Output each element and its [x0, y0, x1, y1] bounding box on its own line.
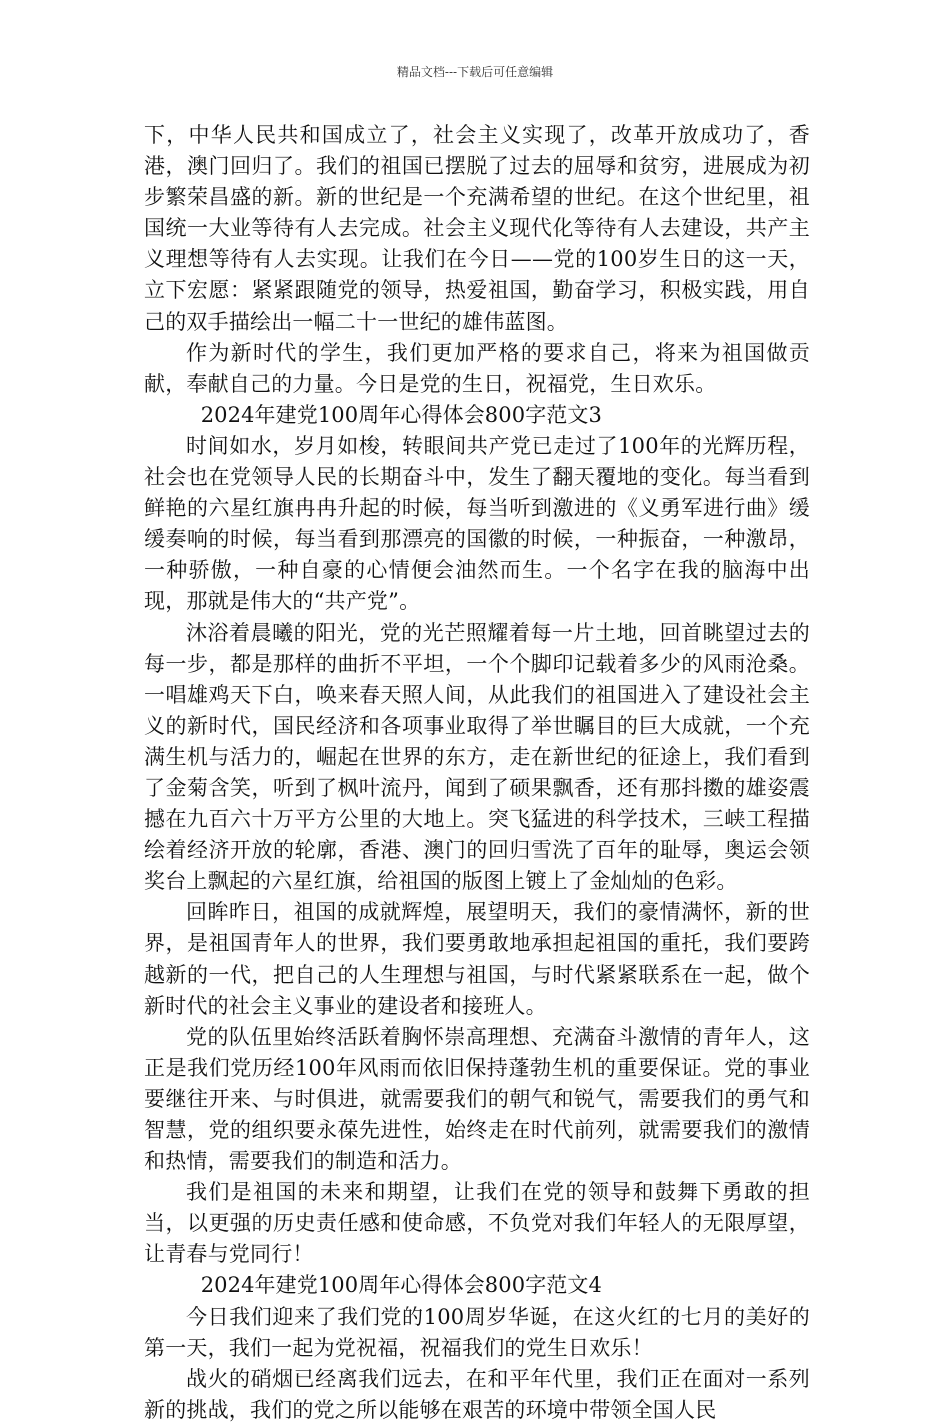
paragraph: 作为新时代的学生，我们更加严格的要求自己，将来为祖国做贡献，奉献自己的力量。今日是党的生日，祝福党，生日欢乐。: [144, 340, 810, 396]
document-body: [144, 120, 810, 1426]
paragraph: 沐浴着晨曦的阳光，党的光芒照耀着每一片土地，回首眺望过去的每一步，都是那样的曲折不平坦，一个个脚印记载着多少的风雨沧桑。一唱雄鸡天下白，唤来春天照人间，从此我们的祖国进入了建设社会主义的新时代，国民经济和各项事业取得了举世瞩目的巨大成就，一个充满生机与活力的，崛起在世界的东方，走在新世纪的征途上，我们看到了金菊含笑，听到了枫叶流丹，闻到了硕果飘香，还有那抖擞的雄姿震撼在九百六十万平方公里的大地上。突飞猛进的科学技术，三峡工程描绘着经济开放的轮廓，香港、澳门的回归雪洗了百年的耻辱，奥运会领奖台上飘起的六星红旗，给祖国的版图上镀上了金灿灿的色彩。: [144, 620, 810, 894]
page-header: 精品文档---下载后可任意编辑: [396, 65, 554, 79]
paragraph: 战火的硝烟已经离我们远去，在和平年代里，我们正在面对一系列新的挑战，我们的党之所以能够在艰苦的环境中带领全国人民: [144, 1366, 810, 1422]
paragraph: 党的队伍里始终活跃着胸怀崇高理想、充满奋斗激情的青年人，这正是我们党历经100年风雨而依旧保持蓬勃生机的重要保证。党的事业要继往开来、与时俱进，就需要我们的朝气和锐气，需要我们的勇气和智慧，党的组织要永葆先进性，始终走在时代前列，就需要我们的激情和热情，需要我们的制造和活力。: [144, 1024, 810, 1174]
paragraph: 回眸昨日，祖国的成就辉煌，展望明天，我们的豪情满怀，新的世界，是祖国青年人的世界，我们要勇敢地承担起祖国的重托，我们要跨越新的一代，把自己的人生理想与祖国，与时代紧紧联系在一起，做个新时代的社会主义事业的建设者和接班人。: [144, 900, 810, 1018]
section-heading: 2024年建党100周年心得体会800字范文4: [200, 1273, 602, 1298]
paragraph: 下，中华人民共和国成立了，社会主义实现了，改革开放成功了，香港，澳门回归了。我们的祖国已摆脱了过去的屈辱和贫穷，进展成为初步繁荣昌盛的新。新的世纪是一个充满希望的世纪。在这个世纪里，祖国统一大业等待有人去完成。社会主义现代化等待有人去建设，共产主义理想等待有人去实现。让我们在今日——党的100岁生日的这一天，立下宏愿：紧紧跟随党的领导，热爱祖国，勤奋学习，积极实践，用自己的双手描绘出一幅二十一世纪的雄伟蓝图。: [144, 123, 810, 334]
paragraph: 我们是祖国的未来和期望，让我们在党的领导和鼓舞下勇敢的担当，以更强的历史责任感和使命感，不负党对我们年轻人的无限厚望，让青春与党同行！: [144, 1180, 810, 1267]
section-heading: 2024年建党100周年心得体会800字范文3: [200, 402, 602, 427]
paragraph: 时间如水，岁月如梭，转眼间共产党已走过了100年的光辉历程，社会也在党领导人民的长期奋斗中，发生了翻天覆地的变化。每当看到鲜艳的六星红旗冉冉升起的时候，每当听到激进的《义勇军进行曲》缓缓奏响的时候，每当看到那漂亮的国徽的时候，一种振奋，一种激昂，一种骄傲，一种自豪的心情便会油然而生。一个名字在我的脑海中出现，那就是伟大的“共产党”。: [144, 433, 810, 614]
paragraph: 今日我们迎来了我们党的100周岁华诞，在这火红的七月的美好的第一天，我们一起为党祝福，祝福我们的党生日欢乐！: [144, 1304, 810, 1360]
